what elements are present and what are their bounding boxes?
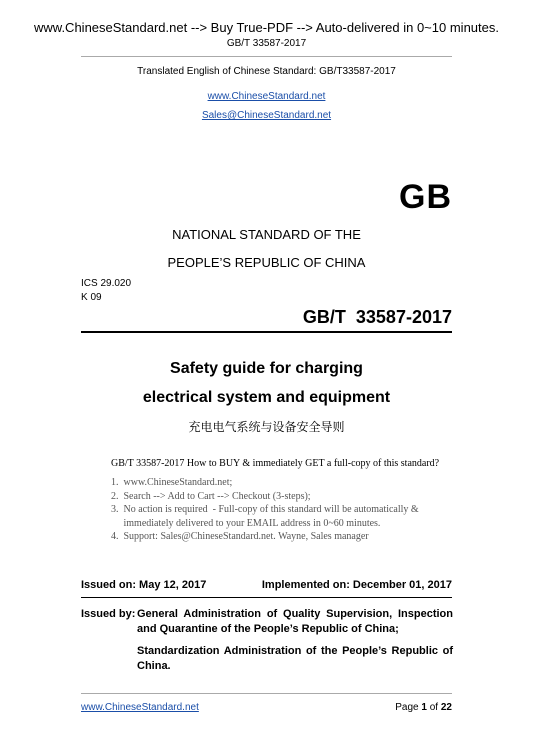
purchase-steps bbox=[111, 476, 471, 544]
total-pages: 22 bbox=[440, 702, 452, 713]
standard-number-rule bbox=[81, 331, 452, 333]
national-standard-line2: PEOPLE’S REPUBLIC OF CHINA bbox=[167, 255, 366, 270]
website-link[interactable]: www.ChineseStandard.net bbox=[207, 91, 326, 102]
ics-code: ICS 29.020 bbox=[81, 278, 132, 289]
footer-divider bbox=[81, 693, 452, 694]
purchase-step: 1. www.ChineseStandard.net; bbox=[111, 477, 233, 488]
translation-line: Translated English of Chinese Standard: GB/T33587-2017 bbox=[137, 66, 396, 77]
purchase-step: 3. No action is required - Full-copy of this standard will be automatically & bbox=[111, 504, 419, 515]
footer-website-link[interactable]: www.ChineseStandard.net bbox=[81, 702, 199, 713]
standard-number: GB/T 33587-2017 bbox=[302, 307, 452, 327]
website-link-row bbox=[0, 86, 533, 104]
purchase-step: 2. Search --> Add to Cart --> Checkout (3-steps); bbox=[111, 490, 311, 502]
title-line1: Safety guide for charging bbox=[170, 360, 363, 377]
top-banner: www.ChineseStandard.net --> Buy True-PDF --> Auto-delivered in 0~10 minutes. bbox=[34, 20, 499, 35]
email-link[interactable]: Sales@ChineseStandard.net bbox=[201, 110, 332, 121]
page-of-text: of bbox=[426, 702, 441, 713]
national-standard-line1: NATIONAL STANDARD OF THE bbox=[172, 227, 361, 242]
issuing-organization-1: General Administration of Quality Supervision, Inspection and Quarantine of the People’s Republic of China; bbox=[137, 608, 453, 635]
title-line2: electrical system and equipment bbox=[142, 389, 391, 406]
implemented-on-date: Implemented on: December 01, 2017 bbox=[261, 579, 452, 591]
chinese-title: 充电电气系统与设备安全导则 bbox=[188, 420, 345, 434]
purchase-step: 4. Support: Sales@ChineseStandard.net. Wayne, Sales manager bbox=[111, 531, 369, 542]
current-page: 1 bbox=[421, 702, 427, 713]
header-divider bbox=[81, 56, 452, 57]
page-prefix: Page bbox=[395, 702, 422, 713]
purchase-question: GB/T 33587-2017 How to BUY & immediately GET a full-copy of this standard? bbox=[111, 458, 440, 469]
purchase-step: immediately delivered to your EMAIL address in 0~60 minutes. bbox=[111, 517, 381, 529]
k-code: K 09 bbox=[81, 292, 102, 303]
header-standard-code: GB/T 33587-2017 bbox=[226, 38, 307, 49]
issuing-organization-2: Standardization Administration of the People’s Republic of China. bbox=[137, 645, 453, 672]
issued-by-label: Issued by: bbox=[81, 608, 136, 620]
issuer-block bbox=[81, 607, 453, 674]
page-number bbox=[395, 702, 452, 713]
email-link-row bbox=[0, 105, 533, 123]
dates-divider bbox=[81, 597, 452, 598]
issued-on-date: Issued on: May 12, 2017 bbox=[81, 579, 207, 591]
gb-mark: GB bbox=[399, 178, 452, 216]
